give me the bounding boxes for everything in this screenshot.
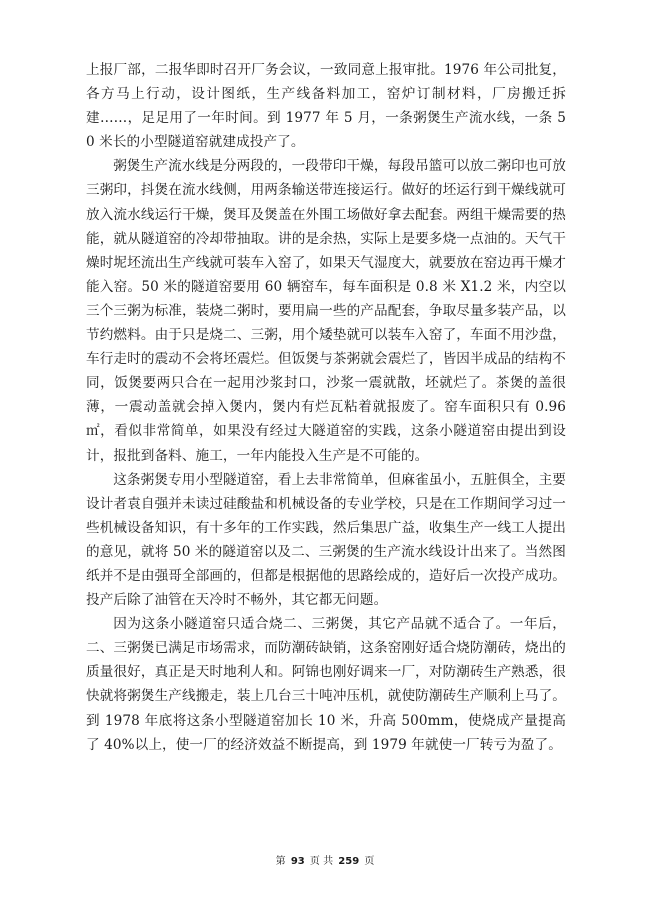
page-footer <box>0 852 650 867</box>
document-body <box>86 58 566 757</box>
paragraph-2: 粥煲生产流水线是分两段的，一段带印干燥，每段吊篮可以放二粥印也可放三粥印，抖煲在流水线侧，用两条输送带连接运行。做好的坯运行到干燥线就可放入流水线运行干燥，煲耳及煲盖在外围工场做好拿去配套。两组干燥需要的热能，就从隧道窑的冷却带抽取。讲的是余热，实际上是要多烧一点油的。天气干燥时坭坯流出生产线就可装车入窑了，如果天气湿度大，就要放在窑边再干燥才能入窑。50 米的隧道窑要用 60 辆窑车，每车面积是 0.8 米 X1.2 米，内空以三个三粥为标准，装烧二粥时，要用扁一些的产品配套，争取尽量多装产品，以节约燃料。由于只是烧二、三粥，用个矮垫就可以装车入窑了，车面不用沙盘，车行走时的震动不会将坯震烂。但饭煲与茶粥就会震烂了，皆因半成品的结构不同，饭煲要两只合在一起用沙浆封口，沙浆一震就散，坯就烂了。茶煲的盖很薄，一震动盖就会掉入煲内，煲内有烂瓦粘着就报废了。窑车面积只有 0.96 ㎡，看似非常简单，如果没有经过大隧道窑的实践，这条小隧道窑由提出到设计，报批到备料、施工，一年内能投入生产是不可能的。 <box>86 158 566 464</box>
footer-mid: 页 共 <box>309 856 334 867</box>
paragraph-1: 上报厂部，二报华即时召开厂务会议，一致同意上报审批。1976 年公司批复，各方马上行动，设计图纸，生产线备料加工，窑炉订制材料，厂房搬迁拆建……，足足用了一年时间。到 1977 年 5 月，一条粥煲生产流水线，一条 50 米长的小型隧道窑就建成投产了。 <box>86 62 566 151</box>
current-page-number: 93 <box>290 856 305 867</box>
paragraph-4: 因为这条小隧道窑只适合烧二、三粥煲，其它产品就不适合了。一年后，二、三粥煲已满足市场需求，而防潮砖缺销，这条窑刚好适合烧防潮砖，烧出的质量很好，真正是天时地利人和。阿锦也刚好调来一厂，对防潮砖生产熟悉，很快就将粥煲生产线搬走，装上几台三十吨冲压机，就使防潮砖生产顺利上马了。到 1978 年底将这条小型隧道窑加长 10 米，升高 500mm，使烧成产量提高了 40%以上，使一厂的经济效益不断提高，到 1979 年就使一厂转亏为盈了。 <box>86 616 566 753</box>
footer-suffix: 页 <box>364 856 375 867</box>
footer-prefix: 第 <box>275 856 286 867</box>
paragraph-3: 这条粥煲专用小型隧道窑，看上去非常简单，但麻雀虽小，五脏俱全，主要设计者袁自强并未读过硅酸盐和机械设备的专业学校，只是在工作期间学习过一些机械设备知识，有十多年的工作实践，然后集思广益，收集生产一线工人提出的意见，就将 50 米的隧道窑以及二、三粥煲的生产流水线设计出来了。当然图纸并不是由强哥全部画的，但都是根据他的思路绘成的，造好后一次投产成功。投产后除了油管在天冷时不畅外，其它都无问题。 <box>86 471 566 609</box>
total-page-count: 259 <box>338 856 360 867</box>
